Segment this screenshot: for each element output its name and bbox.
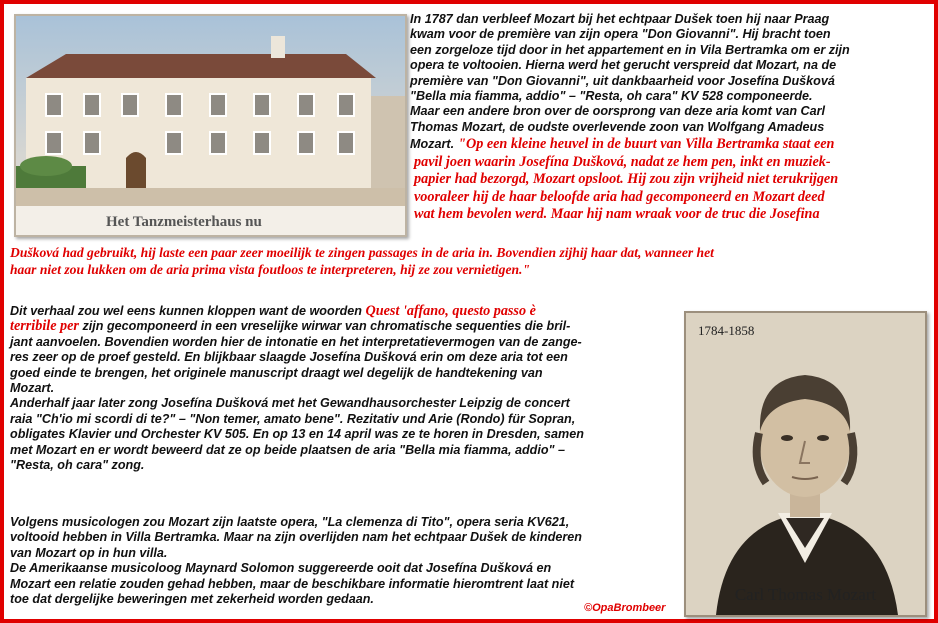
para3-line-6: toe dat dergelijke beweringen met zekerheid worden gedaan. bbox=[10, 592, 374, 607]
intro-line-4: opera te voltooien. Hierna werd het gerucht verspreid dat Mozart, na de bbox=[410, 58, 837, 73]
quote-line-1: "Op een kleine heuvel in de buurt van Villa Bertramka staat een bbox=[458, 136, 835, 152]
quote-first-line bbox=[410, 135, 930, 153]
para2-line-9: "Resta, oh cara" zong. bbox=[10, 458, 145, 473]
para2-line-2: res zeer op de proef gesteld. En blijkbaar slaagde Josefína Dušková erin om deze aria tot een bbox=[10, 350, 568, 365]
quote-line-4: vooraleer hij de haar beloofde aria had gecomponeerd en Mozart deed bbox=[414, 188, 825, 205]
intro-line-7: Maar een andere bron over de oorsprong van deze aria komt van Carl bbox=[410, 104, 826, 119]
credit-watermark: ©OpaBrombeer bbox=[584, 602, 666, 614]
quote-line-5: wat hem bevolen werd. Maar hij nam wraak voor de truc die Josefina bbox=[414, 206, 820, 223]
intro-paragraph bbox=[410, 12, 930, 135]
quote-full-block bbox=[10, 244, 935, 279]
para3-line-4: De Amerikaanse musicoloog Maynard Solomon suggereerde ooit dat Josefína Dušková en bbox=[10, 561, 552, 576]
para2-line-1: jant aanvoelen. Bovendien worden hier de intonatie en het interpretatievermogen van de zange- bbox=[10, 334, 582, 349]
para2-line-3: goed einde te brengen, het originele manuscript draagt wel degelijk de handtekening van bbox=[10, 365, 543, 380]
quote-line-7: haar niet zou lukken om de aria prima vista foutloos te interpreteren, hij ze zou vernietigen." bbox=[10, 262, 530, 278]
para2-line-5: Anderhalf jaar later zong Josefína Dušková met het Gewandhausorchester Leipzig de concert bbox=[10, 396, 570, 411]
intro-line-5: première van "Don Giovanni", uit dankbaarheid voor Josefína Dušková bbox=[410, 73, 835, 88]
para3-line-2: voltooid hebben in Villa Bertramka. Maar na zijn overlijden nam het echtpaar Dušek de kinderen bbox=[10, 530, 583, 545]
building-caption: Het Tanzmeisterhaus nu bbox=[106, 214, 262, 230]
para2-continue: zijn gecomponeerd in een vreselijke wirwar van chromatische sequenties die bril- bbox=[82, 319, 571, 334]
portrait-photo bbox=[684, 311, 927, 617]
para2-line-4: Mozart. bbox=[10, 381, 55, 396]
quote-line-2: pavil joen waarin Josefína Dušková, nadat ze hem pen, inkt en muziek- bbox=[414, 154, 831, 170]
para2-line-6: raia "Ch'io mi scordi di te?" – "Non temer, amato bene". Rezitativ und Arie (Rondo) für Sopran, bbox=[10, 411, 576, 426]
intro-line-2: kwam voor de première van zijn opera "Don Giovanni". Hij bracht toen bbox=[410, 27, 831, 42]
paragraph-2 bbox=[10, 304, 675, 473]
building-photo bbox=[14, 14, 407, 237]
intro-line-1: In 1787 dan verbleef Mozart bij het echtpaar Dušek toen hij naar Praag bbox=[410, 12, 830, 26]
quote-block bbox=[414, 154, 934, 224]
para2-first-line bbox=[10, 304, 675, 319]
intro-line-8: Thomas Mozart, de oudste overlevende zoon van Wolfgang Amadeus bbox=[410, 119, 825, 134]
paragraph-3 bbox=[10, 515, 675, 607]
portrait-image bbox=[686, 313, 925, 615]
para2-red-1: Quest 'affano, questo passo è bbox=[365, 303, 536, 319]
intro-line-3: een zorgeloze tijd door in het appartement en in Vila Bertramka om er zijn bbox=[410, 42, 850, 57]
portrait-name: Carl Thomas Mozart bbox=[734, 585, 877, 604]
intro-line-6: "Bella mia fiamma, addio" – "Resta, oh cara" KV 528 componeerde. bbox=[410, 89, 813, 104]
para2-start: Dit verhaal zou wel eens kunnen kloppen want de woorden bbox=[10, 304, 362, 318]
para2-red-2: terribile per bbox=[10, 318, 79, 335]
quote-line-3: papier had bezorgd, Mozart opsloot. Hij zou zijn vrijheid niet terukrijgen bbox=[414, 171, 839, 188]
para2-line-8: met Mozart en er wordt beweerd dat ze op beide plaatsen de aria "Bella mia fiamma, addio" – bbox=[10, 442, 566, 457]
building-image bbox=[16, 16, 405, 206]
portrait-years: 1784-1858 bbox=[698, 323, 755, 338]
para2-second-line bbox=[10, 319, 675, 334]
para3-line-1: Volgens musicologen zou Mozart zijn laatste opera, "La clemenza di Tito", opera seria KV621, bbox=[10, 515, 570, 529]
para3-line-3: van Mozart op in hun villa. bbox=[10, 545, 168, 560]
para3-line-5: Mozart een relatie zouden gehad hebben, maar de beschikbare informatie hieromtrent laat niet bbox=[10, 576, 575, 591]
quote-line-6: Dušková had gebruikt, hij laste een paar zeer moeilijk te zingen passages in de aria in. Bovendien zijhij haar dat, wanneer het bbox=[10, 245, 714, 260]
para2-line-7: obligates Klavier und Orchester KV 505. En op 13 en 14 april was ze te horen in Dresden, samen bbox=[10, 427, 584, 442]
mozart-prefix: Mozart. bbox=[410, 137, 455, 151]
